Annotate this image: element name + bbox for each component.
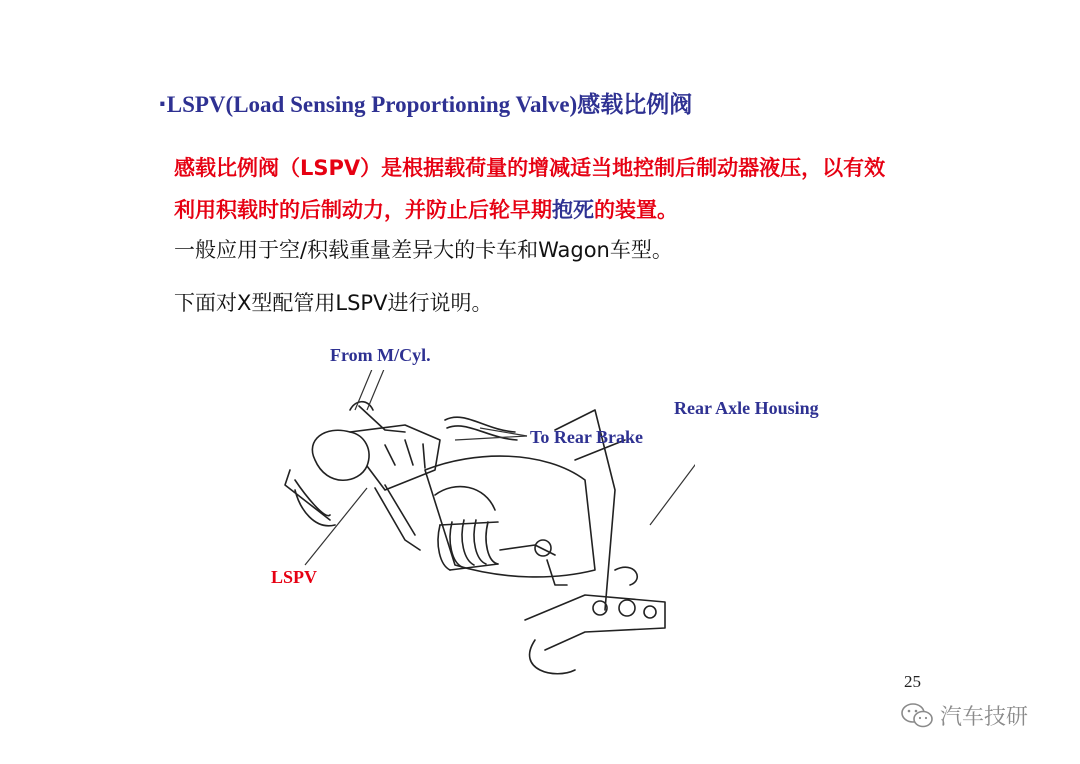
label-from-master-cylinder: From M/Cyl. <box>330 345 431 365</box>
description-line-2d: 的装置。 <box>594 198 678 222</box>
slide-title <box>158 86 692 119</box>
wechat-icon <box>900 702 934 730</box>
description-line-2 <box>174 194 678 224</box>
title-text: LSPV(Load Sensing Proportioning Valve)感载比例阀 <box>166 92 693 117</box>
coil-spring <box>438 520 498 570</box>
valve-body <box>312 430 369 480</box>
description-line-1: 感载比例阀（LSPV）是根据载荷量的增减适当地控制后制动器液压，以有效 <box>174 156 886 180</box>
label-rear-axle-housing: Rear Axle Housing <box>674 398 819 418</box>
watermark-text: 汽车技研 <box>940 705 1029 730</box>
page-number: 25 <box>904 672 921 691</box>
lspv-diagram <box>255 370 695 690</box>
description-line-4: 下面对X型配管用LSPV进行说明。 <box>174 291 493 315</box>
watermark <box>900 700 1028 731</box>
description-line-2c: 抱死 <box>552 198 594 222</box>
description-line-3: 一般应用于空/积载重量差异大的卡车和Wagon车型。 <box>174 238 673 262</box>
label-lspv: LSPV <box>271 567 318 587</box>
leader-lines <box>305 370 695 565</box>
description-line-2a: 利用积载时的后制动力，并 <box>174 198 426 222</box>
brake-line-2 <box>445 417 515 432</box>
description-line-2b: 防止后轮早期 <box>426 198 552 222</box>
label-to-rear-brake: To Rear Brake <box>530 427 644 447</box>
title-bullet: · <box>158 92 167 118</box>
